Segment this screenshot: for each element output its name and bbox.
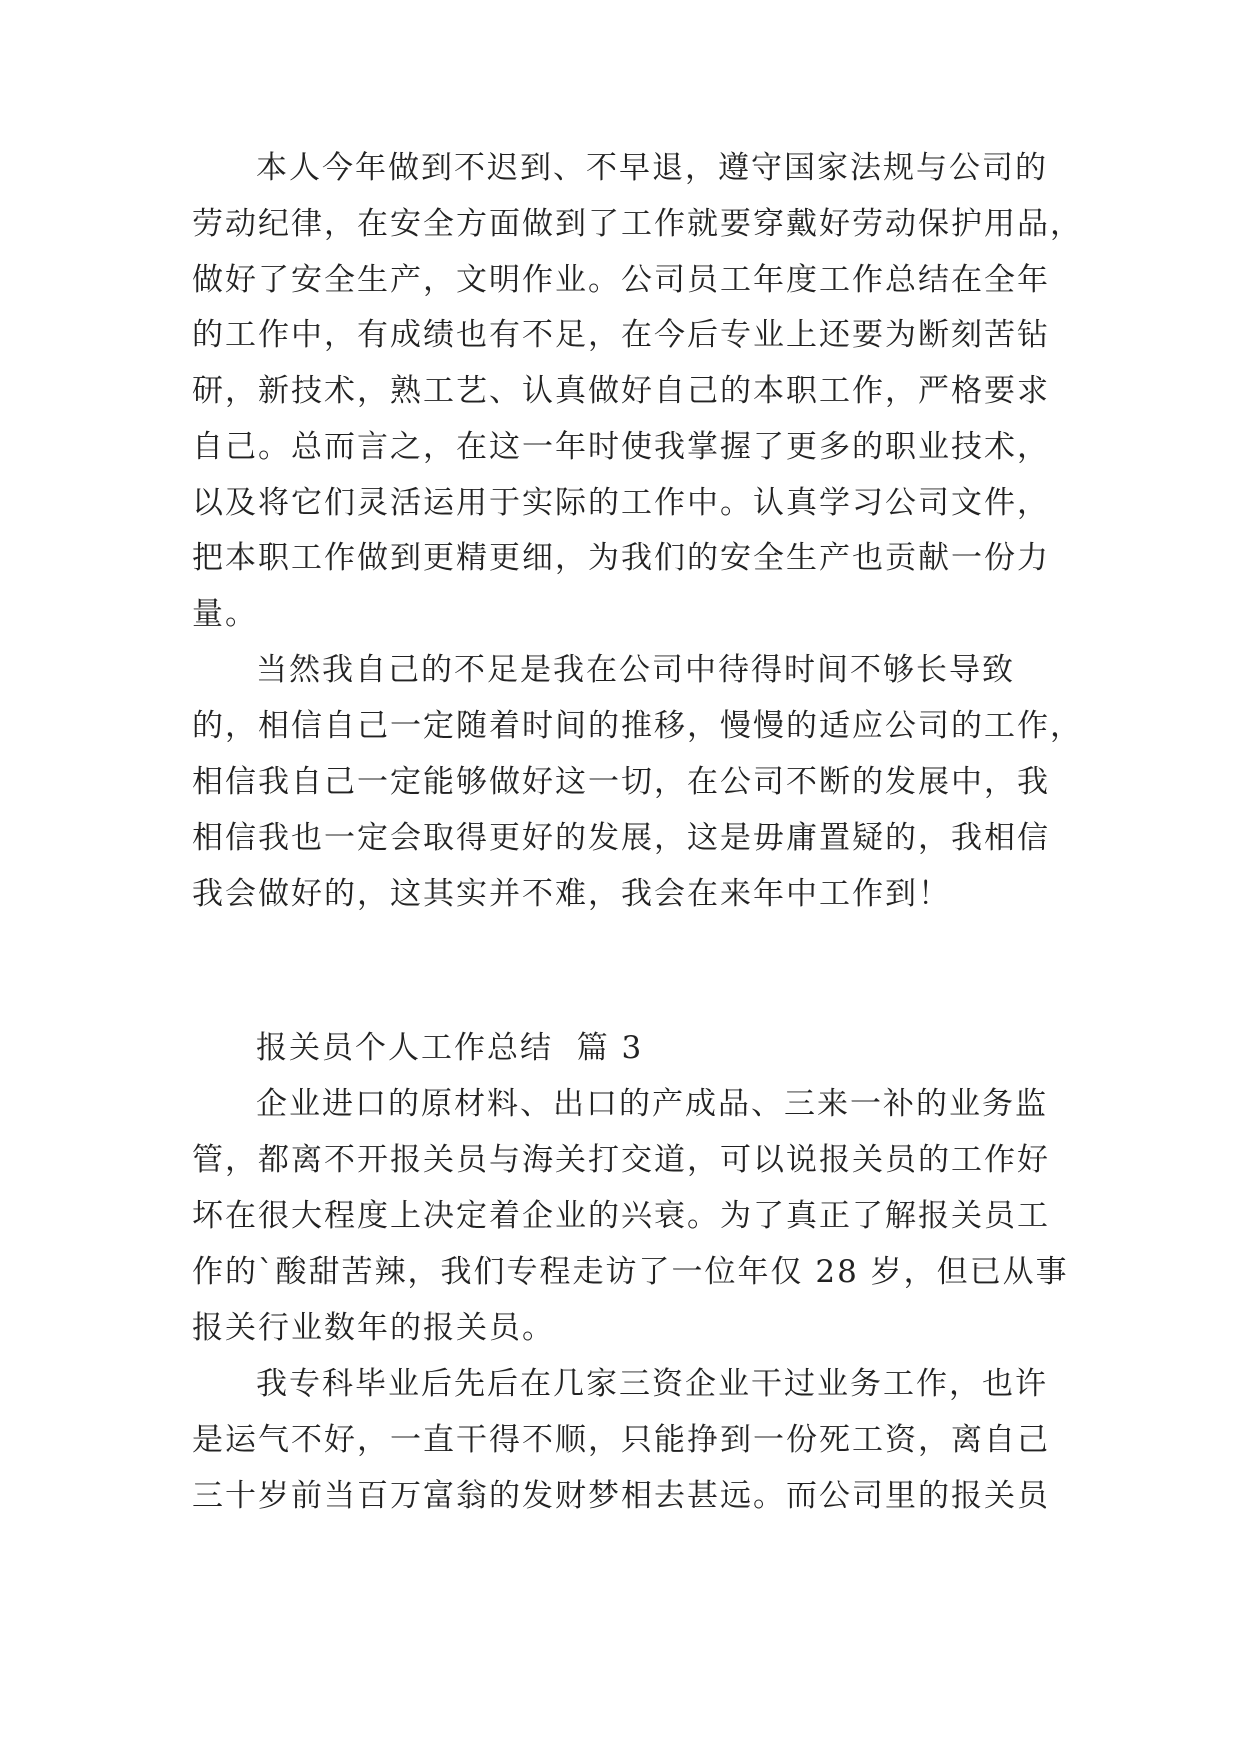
paragraph-line: 当然我自己的不足是我在公司中待得时间不够长导致 <box>256 652 1015 688</box>
section-title: 报关员个人工作总结 篇 3 <box>256 1030 644 1066</box>
paragraph-line: 坏在很大程度上决定着企业的兴衰。为了真正了解报关员工 <box>192 1198 1050 1234</box>
paragraph-line: 做好了安全生产，文明作业。公司员工年度工作总结在全年 <box>192 262 1050 298</box>
paragraph-line: 把本职工作做到更精更细，为我们的安全生产也贡献一份力 <box>192 540 1050 576</box>
paragraph-line: 劳动纪律，在安全方面做到了工作就要穿戴好劳动保护用品， <box>192 206 1083 242</box>
paragraph-line: 的工作中，有成绩也有不足，在今后专业上还要为断刻苦钻 <box>192 317 1050 353</box>
paragraph-line: 自己。总而言之，在这一年时使我掌握了更多的职业技术， <box>192 429 1050 465</box>
paragraph-line: 企业进口的原材料、出口的产成品、三来一补的业务监 <box>256 1086 1048 1122</box>
paragraph-line: 我专科毕业后先后在几家三资企业干过业务工作，也许 <box>256 1366 1048 1402</box>
paragraph-line: 的，相信自己一定随着时间的推移，慢慢的适应公司的工作， <box>192 708 1083 744</box>
paragraph-line: 以及将它们灵活运用于实际的工作中。认真学习公司文件， <box>192 485 1050 521</box>
paragraph-line: 三十岁前当百万富翁的发财梦相去甚远。而公司里的报关员 <box>192 1478 1050 1514</box>
paragraph-line: 作的`酸甜苦辣，我们专程走访了一位年仅 28 岁，但已从事 <box>192 1254 1069 1290</box>
paragraph-line: 相信我也一定会取得更好的发展，这是毋庸置疑的，我相信 <box>192 820 1050 856</box>
paragraph-line: 报关行业数年的报关员。 <box>192 1310 555 1346</box>
paragraph-line: 是运气不好，一直干得不顺，只能挣到一份死工资，离自己 <box>192 1422 1050 1458</box>
paragraph-line: 我会做好的，这其实并不难，我会在来年中工作到！ <box>192 876 951 912</box>
paragraph-line: 量。 <box>192 596 258 632</box>
paragraph-line: 研，新技术，熟工艺、认真做好自己的本职工作，严格要求 <box>192 373 1050 409</box>
paragraph-line: 本人今年做到不迟到、不早退，遵守国家法规与公司的 <box>256 150 1048 186</box>
paragraph-line: 相信我自己一定能够做好这一切，在公司不断的发展中，我 <box>192 764 1050 800</box>
paragraph-line: 管，都离不开报关员与海关打交道，可以说报关员的工作好 <box>192 1142 1050 1178</box>
